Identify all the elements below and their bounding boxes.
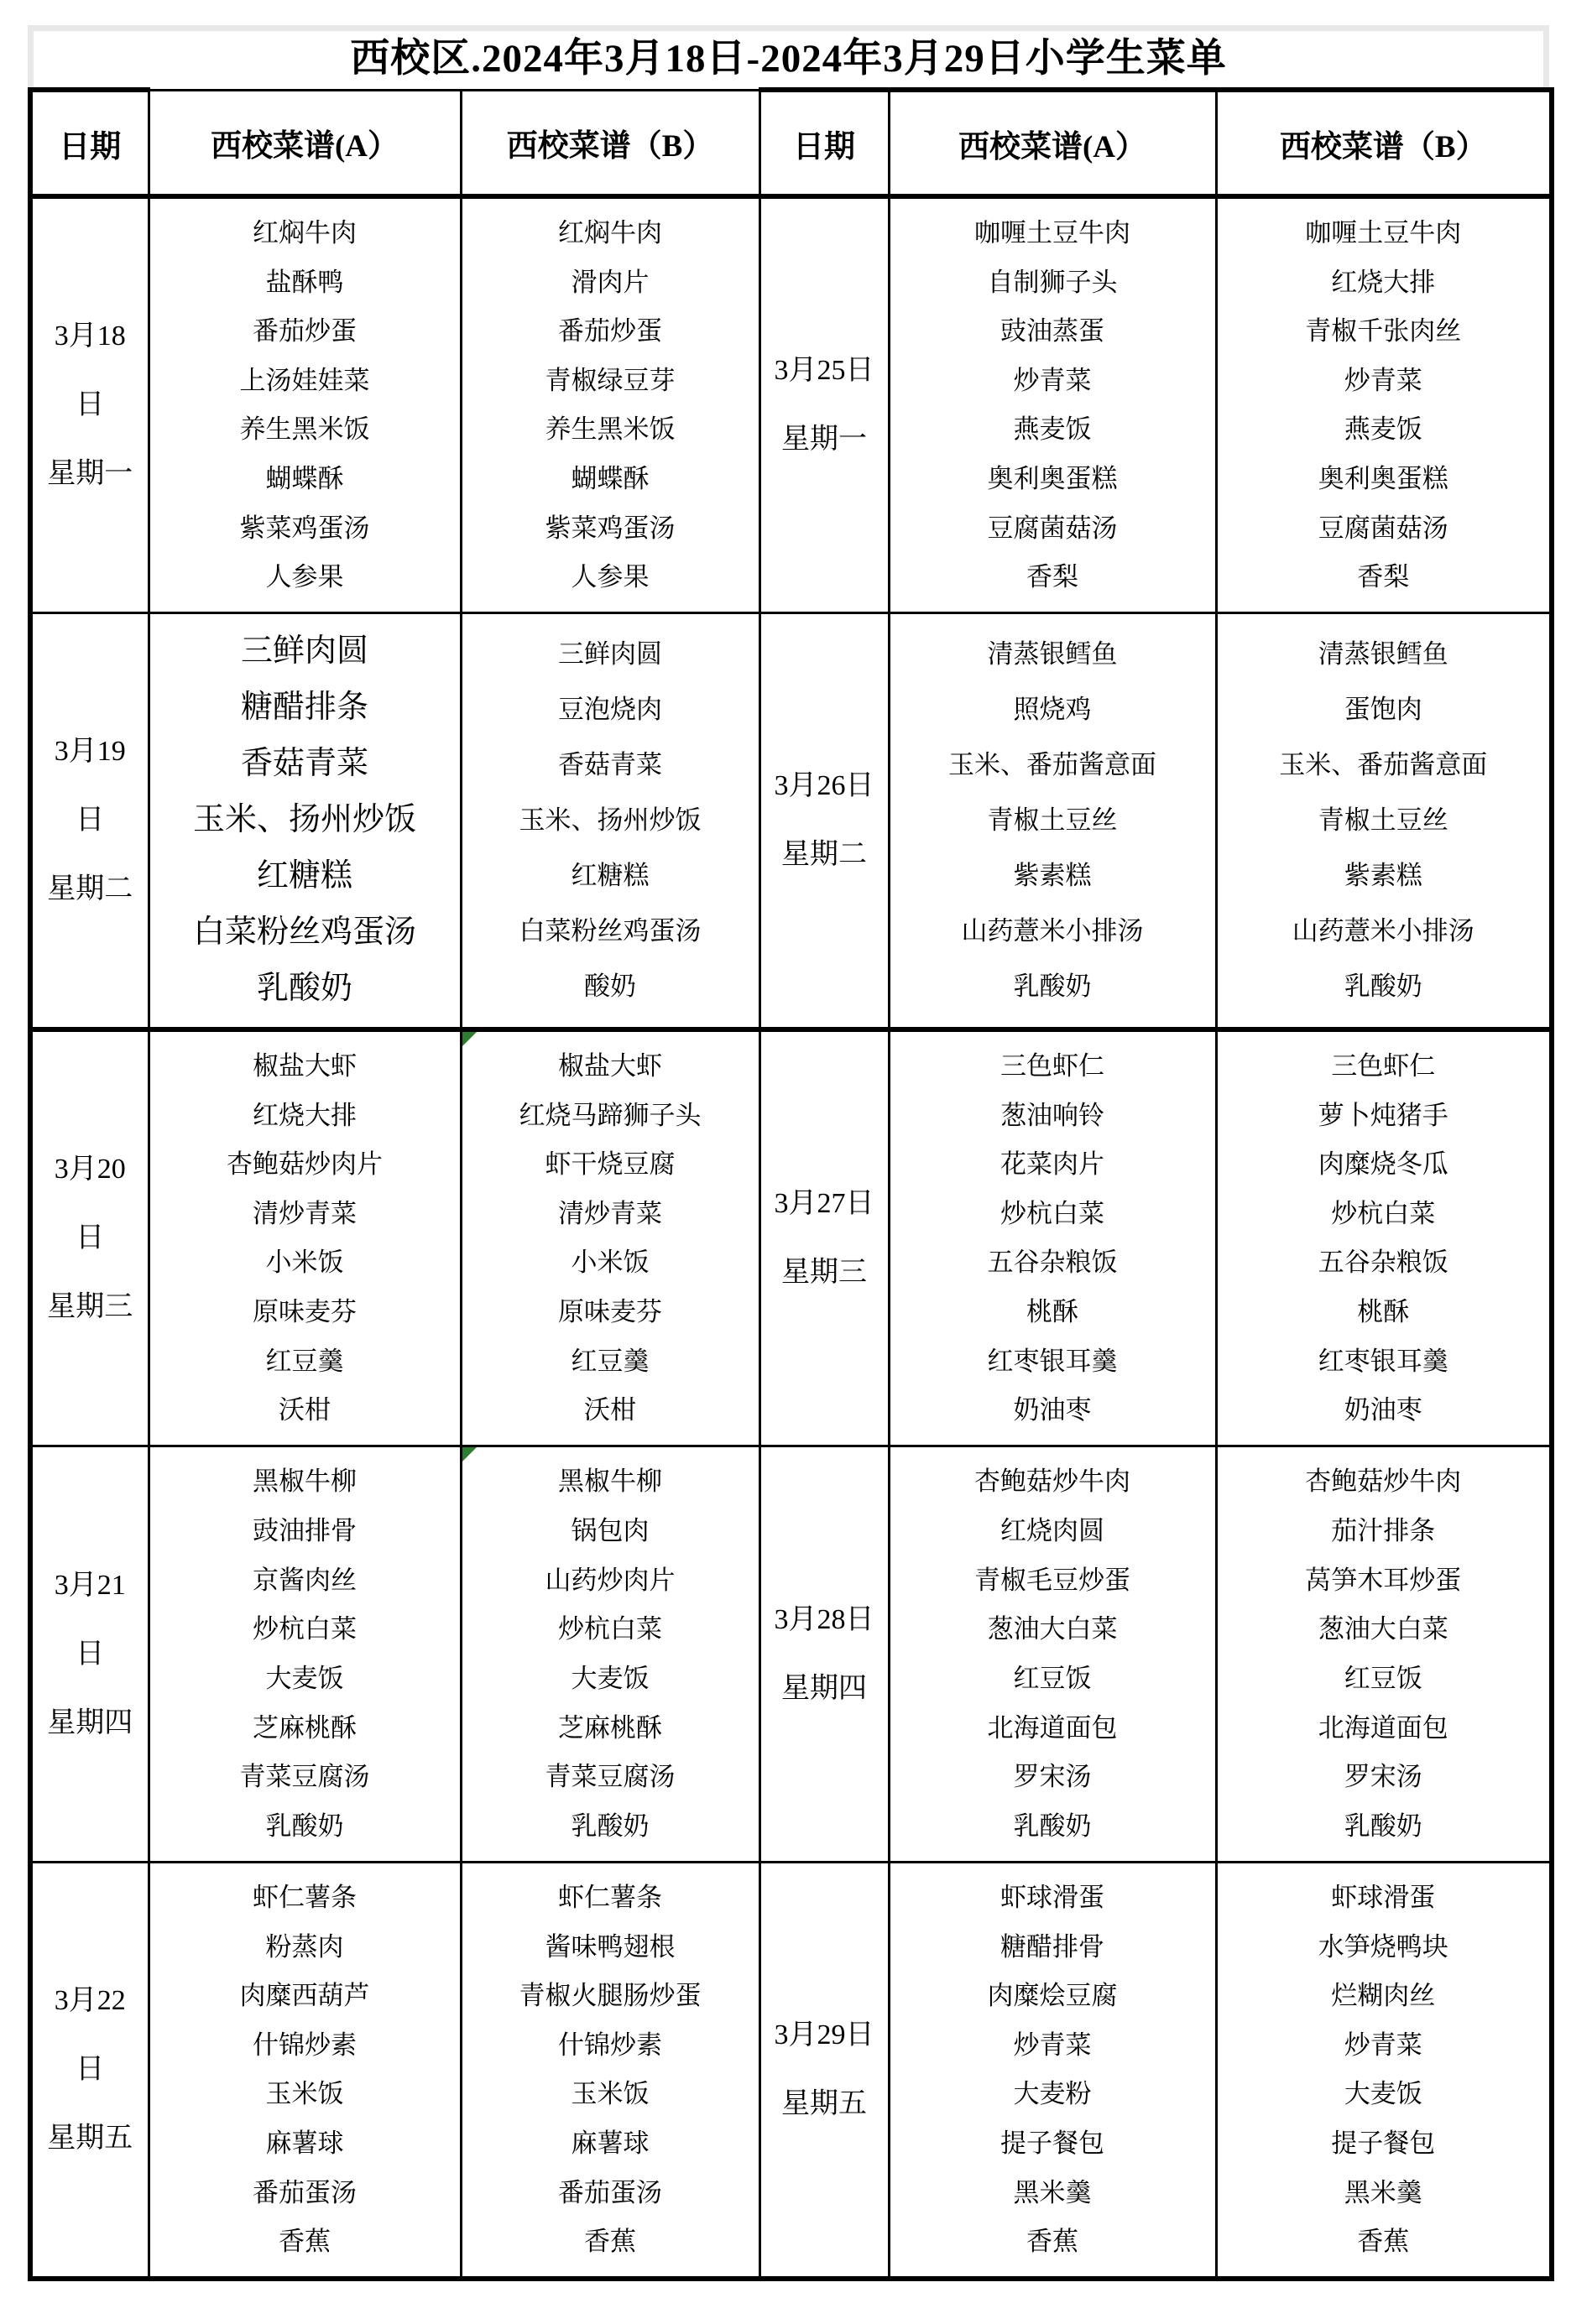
date-lines xyxy=(761,199,888,612)
menu-item: 三色虾仁 xyxy=(1331,1050,1436,1081)
menu-items xyxy=(150,199,460,612)
menu-item: 炒青菜 xyxy=(1013,2030,1092,2060)
menu-item: 炒杭白菜 xyxy=(1331,1198,1436,1228)
menu-item: 白菜粉丝鸡蛋汤 xyxy=(192,914,416,951)
menu-item: 香蕉 xyxy=(1357,2227,1410,2257)
menu-item: 奥利奥蛋糕 xyxy=(987,464,1118,494)
menu-item: 豉油排骨 xyxy=(253,1516,357,1546)
menu-item: 乳酸奶 xyxy=(1013,972,1092,1002)
menu-cell-mar27-b[interactable] xyxy=(1216,1029,1552,1446)
menu-item: 咖喱土豆牛肉 xyxy=(1305,217,1462,248)
menu-item: 香梨 xyxy=(1357,562,1410,592)
date-lines xyxy=(33,1863,148,2276)
menu-item: 葱油大白菜 xyxy=(987,1614,1118,1644)
menu-item: 番茄炒蛋 xyxy=(558,316,662,347)
date-line: 星期四 xyxy=(47,1707,133,1738)
sheet-edge-right xyxy=(1543,31,1549,87)
menu-item: 葱油响铃 xyxy=(1000,1100,1104,1130)
date-lines xyxy=(33,1448,148,1861)
table-row-mar22-mar29 xyxy=(30,1863,1552,2280)
table-row-mar21-mar28 xyxy=(30,1446,1552,1863)
menu-item: 麻薯球 xyxy=(571,2129,650,2159)
menu-item: 大麦粉 xyxy=(1013,2079,1092,2109)
menu-item: 大麦饭 xyxy=(571,1663,650,1693)
menu-cell-mar26-b[interactable] xyxy=(1216,613,1552,1030)
comment-flag-icon xyxy=(462,1032,477,1046)
menu-item: 红烧马蹄狮子头 xyxy=(519,1100,702,1130)
header-menu-a-left[interactable]: 西校菜谱(A） xyxy=(149,90,461,196)
menu-item: 燕麦饭 xyxy=(1013,414,1092,445)
date-line: 星期二 xyxy=(47,873,133,904)
menu-item: 肉糜烧冬瓜 xyxy=(1318,1149,1448,1180)
menu-items xyxy=(462,199,759,612)
menu-item: 奶油枣 xyxy=(1013,1395,1092,1425)
menu-item: 炒青菜 xyxy=(1344,2030,1422,2060)
menu-item: 锅包肉 xyxy=(571,1516,650,1546)
date-cell-mar22[interactable] xyxy=(30,1863,149,2280)
menu-items xyxy=(890,1863,1215,2276)
menu-item: 滑肉片 xyxy=(571,267,650,297)
menu-item: 虾球滑蛋 xyxy=(1000,1882,1104,1912)
date-line: 星期四 xyxy=(781,1672,867,1704)
date-lines xyxy=(33,1032,148,1445)
date-line: 星期三 xyxy=(47,1291,133,1322)
menu-item: 麻薯球 xyxy=(265,2129,344,2159)
menu-item: 山药炒肉片 xyxy=(545,1565,676,1595)
menu-cell-mar27-a[interactable] xyxy=(889,1029,1216,1446)
menu-items xyxy=(150,614,460,1027)
menu-item: 自制狮子头 xyxy=(987,267,1118,297)
menu-cell-mar18-a[interactable] xyxy=(149,196,461,613)
date-line: 3月26日 xyxy=(774,770,874,801)
menu-item: 杏鲍菇炒肉片 xyxy=(227,1149,383,1180)
menu-item: 茄汁排条 xyxy=(1331,1516,1436,1546)
menu-item: 提子餐包 xyxy=(1000,2129,1104,2159)
menu-item: 乳酸奶 xyxy=(1013,1811,1092,1841)
menu-item: 紫菜鸡蛋汤 xyxy=(545,513,676,543)
menu-item: 紫菜鸡蛋汤 xyxy=(239,513,370,543)
menu-item: 盐酥鸭 xyxy=(265,267,344,297)
menu-item: 乳酸奶 xyxy=(1344,972,1422,1002)
menu-cell-mar21-b[interactable] xyxy=(461,1446,759,1863)
date-lines xyxy=(33,614,148,1027)
date-lines xyxy=(761,1032,888,1445)
menu-cell-mar29-a[interactable] xyxy=(889,1863,1216,2280)
menu-cell-mar18-b[interactable] xyxy=(461,196,759,613)
date-cell-mar29[interactable] xyxy=(759,1863,889,2280)
menu-item: 五谷杂粮饭 xyxy=(987,1248,1118,1278)
date-line: 星期一 xyxy=(781,424,867,455)
menu-items xyxy=(462,1863,759,2276)
menu-item: 水笋烧鸭块 xyxy=(1318,1931,1448,1962)
menu-cell-mar28-a[interactable] xyxy=(889,1446,1216,1863)
menu-item: 豆腐菌菇汤 xyxy=(987,513,1118,543)
menu-item: 豉油蒸蛋 xyxy=(1000,316,1104,347)
menu-item: 萝卜炖猪手 xyxy=(1318,1100,1448,1130)
menu-item: 北海道面包 xyxy=(987,1712,1118,1743)
menu-item: 红烧肉圆 xyxy=(1000,1516,1104,1546)
table-row-mar20-mar27 xyxy=(30,1029,1552,1446)
menu-item: 杏鲍菇炒牛肉 xyxy=(974,1467,1130,1497)
menu-items xyxy=(462,1448,759,1861)
menu-item: 三鲜肉圆 xyxy=(240,633,368,670)
menu-item: 青菜豆腐汤 xyxy=(545,1762,676,1792)
menu-item: 玉米饭 xyxy=(571,2079,650,2109)
menu-item: 黑米羹 xyxy=(1013,2177,1092,2207)
menu-item: 玉米、番茄酱意面 xyxy=(948,750,1156,780)
date-line: 星期五 xyxy=(781,2088,867,2119)
menu-item: 三色虾仁 xyxy=(1000,1050,1104,1081)
menu-item: 京酱肉丝 xyxy=(253,1565,357,1595)
menu-item: 莴笋木耳炒蛋 xyxy=(1305,1565,1462,1595)
date-cell-mar18[interactable] xyxy=(30,196,149,613)
menu-item: 提子餐包 xyxy=(1331,2129,1436,2159)
menu-item: 虾干烧豆腐 xyxy=(545,1149,676,1180)
date-line: 日 xyxy=(76,1638,105,1670)
date-line: 3月28日 xyxy=(774,1603,874,1635)
menu-item: 红焖牛肉 xyxy=(558,217,662,248)
menu-item: 黑椒牛柳 xyxy=(558,1467,662,1497)
menu-item: 乳酸奶 xyxy=(256,970,352,1006)
header-menu-b-left[interactable]: 西校菜谱（B） xyxy=(461,90,759,196)
menu-item: 人参果 xyxy=(265,562,344,592)
menu-items xyxy=(1218,1863,1550,2276)
menu-item: 香梨 xyxy=(1026,562,1078,592)
sheet-edge-top xyxy=(28,25,1549,31)
date-lines xyxy=(761,614,888,1027)
date-line: 星期五 xyxy=(47,2123,133,2154)
menu-cell-mar20-a[interactable] xyxy=(149,1029,461,1446)
header-row xyxy=(30,90,1552,196)
menu-cell-mar22-b[interactable] xyxy=(461,1863,759,2280)
menu-item: 咖喱土豆牛肉 xyxy=(974,217,1130,248)
date-cell-mar26[interactable] xyxy=(759,613,889,1030)
date-line: 3月20 xyxy=(54,1154,126,1185)
menu-item: 北海道面包 xyxy=(1318,1712,1448,1743)
date-line: 3月27日 xyxy=(774,1188,874,1219)
menu-item: 照烧鸡 xyxy=(1013,695,1092,725)
menu-item: 沃柑 xyxy=(279,1395,331,1425)
menu-item: 上汤娃娃菜 xyxy=(239,365,370,395)
date-line: 3月19 xyxy=(54,736,126,767)
menu-item: 红豆饭 xyxy=(1013,1663,1092,1693)
menu-item: 青椒绿豆芽 xyxy=(545,365,676,395)
menu-cell-mar26-a[interactable] xyxy=(889,613,1216,1030)
menu-items xyxy=(1218,1032,1550,1445)
menu-item: 糖醋排骨 xyxy=(1000,1931,1104,1962)
menu-item: 红豆饭 xyxy=(1344,1663,1422,1693)
menu-cell-mar21-a[interactable] xyxy=(149,1446,461,1863)
menu-item: 酱味鸭翅根 xyxy=(545,1931,676,1962)
menu-item: 什锦炒素 xyxy=(558,2030,662,2060)
date-lines xyxy=(761,1448,888,1861)
menu-item: 芝麻桃酥 xyxy=(558,1712,662,1743)
menu-item: 炒杭白菜 xyxy=(253,1614,357,1644)
menu-item: 肉糜烩豆腐 xyxy=(987,1981,1118,2011)
menu-item: 红烧大排 xyxy=(253,1100,357,1130)
menu-items xyxy=(1218,614,1550,1027)
menu-items xyxy=(462,1032,759,1445)
menu-item: 糖醋排条 xyxy=(240,690,368,726)
menu-item: 青椒土豆丝 xyxy=(1318,805,1448,836)
menu-cell-mar29-b[interactable] xyxy=(1216,1863,1552,2280)
menu-item: 青椒毛豆炒蛋 xyxy=(974,1565,1130,1595)
menu-item: 虾球滑蛋 xyxy=(1331,1882,1436,1912)
menu-item: 山药薏米小排汤 xyxy=(1292,916,1474,946)
menu-item: 奶油枣 xyxy=(1344,1395,1422,1425)
menu-item: 豆泡烧肉 xyxy=(558,695,662,725)
menu-item: 青椒千张肉丝 xyxy=(1305,316,1462,347)
sheet-edge-left xyxy=(28,31,34,87)
menu-item: 乳酸奶 xyxy=(265,1811,344,1841)
menu-item: 大麦饭 xyxy=(265,1663,344,1693)
menu-item: 桃酥 xyxy=(1357,1297,1410,1327)
menu-item: 桃酥 xyxy=(1026,1297,1078,1327)
date-cell-mar25[interactable] xyxy=(759,196,889,613)
menu-item: 红枣银耳羹 xyxy=(1318,1346,1448,1376)
menu-item: 乳酸奶 xyxy=(571,1811,650,1841)
menu-item: 小米饭 xyxy=(571,1248,650,1278)
menu-item: 红豆羹 xyxy=(571,1346,650,1376)
menu-item: 玉米、扬州炒饭 xyxy=(519,805,702,836)
date-lines xyxy=(33,199,148,612)
menu-items xyxy=(1218,1448,1550,1861)
menu-item: 炒青菜 xyxy=(1013,365,1092,395)
menu-cell-mar25-b[interactable] xyxy=(1216,196,1552,613)
menu-item: 椒盐大虾 xyxy=(558,1050,662,1081)
date-lines xyxy=(761,1863,888,2276)
menu-items xyxy=(1218,199,1550,612)
table-row-mar19-mar26 xyxy=(30,613,1552,1030)
date-cell-mar28[interactable] xyxy=(759,1446,889,1863)
menu-item: 养生黑米饭 xyxy=(545,414,676,445)
menu-item: 炒杭白菜 xyxy=(1000,1198,1104,1228)
menu-item: 玉米、扬州炒饭 xyxy=(192,802,416,838)
menu-item: 番茄蛋汤 xyxy=(253,2177,357,2207)
menu-item: 红枣银耳羹 xyxy=(987,1346,1118,1376)
table-row-mar18-mar25 xyxy=(30,196,1552,613)
menu-items xyxy=(890,1448,1215,1861)
menu-item: 红糖糕 xyxy=(571,861,650,891)
menu-item: 人参果 xyxy=(571,562,650,592)
menu-items xyxy=(890,1032,1215,1445)
date-line: 日 xyxy=(76,1222,105,1253)
date-line: 3月18 xyxy=(54,320,126,352)
menu-cell-mar20-b[interactable] xyxy=(461,1029,759,1446)
menu-item: 黑米羹 xyxy=(1344,2177,1422,2207)
menu-item: 清炒青菜 xyxy=(558,1198,662,1228)
menu-item: 炒青菜 xyxy=(1344,365,1422,395)
header-date-right[interactable]: 日期 xyxy=(759,90,889,196)
menu-item: 炒杭白菜 xyxy=(558,1614,662,1644)
menu-cell-mar25-a[interactable] xyxy=(889,196,1216,613)
menu-item: 小米饭 xyxy=(265,1248,344,1278)
menu-item: 红焖牛肉 xyxy=(253,217,357,248)
date-line: 日 xyxy=(76,2054,105,2085)
menu-item: 黑椒牛柳 xyxy=(253,1467,357,1497)
menu-item: 奥利奥蛋糕 xyxy=(1318,464,1448,494)
date-cell-mar27[interactable] xyxy=(759,1029,889,1446)
menu-item: 虾仁薯条 xyxy=(253,1882,357,1912)
menu-item: 芝麻桃酥 xyxy=(253,1712,357,1743)
menu-item: 五谷杂粮饭 xyxy=(1318,1248,1448,1278)
date-line: 星期一 xyxy=(47,458,133,489)
menu-item: 酸奶 xyxy=(584,972,636,1002)
menu-item: 山药薏米小排汤 xyxy=(961,916,1144,946)
date-line: 星期三 xyxy=(781,1257,867,1288)
menu-item: 香菇青菜 xyxy=(558,750,662,780)
menu-item: 青菜豆腐汤 xyxy=(239,1762,370,1792)
menu-items xyxy=(890,614,1215,1027)
comment-flag-icon xyxy=(462,1447,477,1462)
menu-item: 清蒸银鳕鱼 xyxy=(1318,639,1448,670)
menu-item: 香蕉 xyxy=(279,2227,331,2257)
menu-items xyxy=(150,1448,460,1861)
menu-item: 杏鲍菇炒牛肉 xyxy=(1305,1467,1462,1497)
menu-item: 番茄蛋汤 xyxy=(558,2177,662,2207)
header-menu-b-right[interactable]: 西校菜谱（B） xyxy=(1216,90,1552,196)
menu-item: 沃柑 xyxy=(584,1395,636,1425)
menu-item: 红豆羹 xyxy=(265,1346,344,1376)
menu-item: 大麦饭 xyxy=(1344,2079,1422,2109)
menu-item: 葱油大白菜 xyxy=(1318,1614,1448,1644)
menu-item: 玉米饭 xyxy=(265,2079,344,2109)
date-line: 3月21 xyxy=(54,1569,126,1601)
menu-item: 紫素糕 xyxy=(1013,861,1092,891)
menu-items xyxy=(462,614,759,1027)
date-cell-mar19[interactable] xyxy=(30,613,149,1030)
document-title: 西校区.2024年3月18日-2024年3月29日小学生菜单 xyxy=(350,37,1227,81)
menu-item: 清蒸银鳕鱼 xyxy=(987,639,1118,670)
menu-table xyxy=(28,87,1554,2281)
menu-sheet xyxy=(28,25,1549,2281)
header-menu-a-right[interactable]: 西校菜谱(A） xyxy=(889,90,1216,196)
menu-item: 肉糜西葫芦 xyxy=(239,1981,370,2011)
menu-item: 蝴蝶酥 xyxy=(265,464,344,494)
date-line: 星期二 xyxy=(781,839,867,870)
menu-item: 清炒青菜 xyxy=(253,1198,357,1228)
date-line: 日 xyxy=(76,389,105,420)
menu-item: 香菇青菜 xyxy=(240,746,368,782)
menu-cell-mar19-b[interactable] xyxy=(461,613,759,1030)
menu-item: 红烧大排 xyxy=(1331,267,1436,297)
menu-item: 烂糊肉丝 xyxy=(1331,1981,1436,2011)
menu-items xyxy=(150,1863,460,2276)
menu-item: 乳酸奶 xyxy=(1344,1811,1422,1841)
date-line: 3月29日 xyxy=(774,2019,874,2050)
date-cell-mar20[interactable] xyxy=(30,1029,149,1446)
menu-item: 白菜粉丝鸡蛋汤 xyxy=(519,916,702,946)
menu-item: 原味麦芬 xyxy=(253,1297,357,1327)
date-line: 日 xyxy=(76,805,105,836)
menu-item: 蝴蝶酥 xyxy=(571,464,650,494)
menu-items xyxy=(150,1032,460,1445)
menu-item: 香蕉 xyxy=(1026,2227,1078,2257)
menu-item: 原味麦芬 xyxy=(558,1297,662,1327)
menu-item: 青椒火腿肠炒蛋 xyxy=(519,1981,702,2011)
menu-item: 番茄炒蛋 xyxy=(253,316,357,347)
menu-item: 青椒土豆丝 xyxy=(987,805,1118,836)
menu-item: 紫素糕 xyxy=(1344,861,1422,891)
menu-item: 蛋饱肉 xyxy=(1344,695,1422,725)
title-row xyxy=(28,31,1549,87)
menu-item: 三鲜肉圆 xyxy=(558,639,662,670)
menu-cell-mar22-a[interactable] xyxy=(149,1863,461,2280)
menu-item: 罗宋汤 xyxy=(1013,1762,1092,1792)
menu-item: 红糖糕 xyxy=(256,858,352,894)
menu-item: 豆腐菌菇汤 xyxy=(1318,513,1448,543)
menu-cell-mar28-b[interactable] xyxy=(1216,1446,1552,1863)
menu-item: 燕麦饭 xyxy=(1344,414,1422,445)
menu-item: 椒盐大虾 xyxy=(253,1050,357,1081)
menu-cell-mar19-a[interactable] xyxy=(149,613,461,1030)
menu-item: 罗宋汤 xyxy=(1344,1762,1422,1792)
menu-items xyxy=(890,199,1215,612)
header-date-left[interactable]: 日期 xyxy=(30,90,149,196)
menu-item: 香蕉 xyxy=(584,2227,636,2257)
date-line: 3月25日 xyxy=(774,355,874,386)
menu-item: 什锦炒素 xyxy=(253,2030,357,2060)
menu-item: 玉米、番茄酱意面 xyxy=(1279,750,1488,780)
menu-item: 花菜肉片 xyxy=(1000,1149,1104,1180)
date-line: 3月22 xyxy=(54,1985,126,2016)
date-cell-mar21[interactable] xyxy=(30,1446,149,1863)
menu-item: 养生黑米饭 xyxy=(239,414,370,445)
menu-item: 粉蒸肉 xyxy=(265,1931,344,1962)
menu-item: 虾仁薯条 xyxy=(558,1882,662,1912)
